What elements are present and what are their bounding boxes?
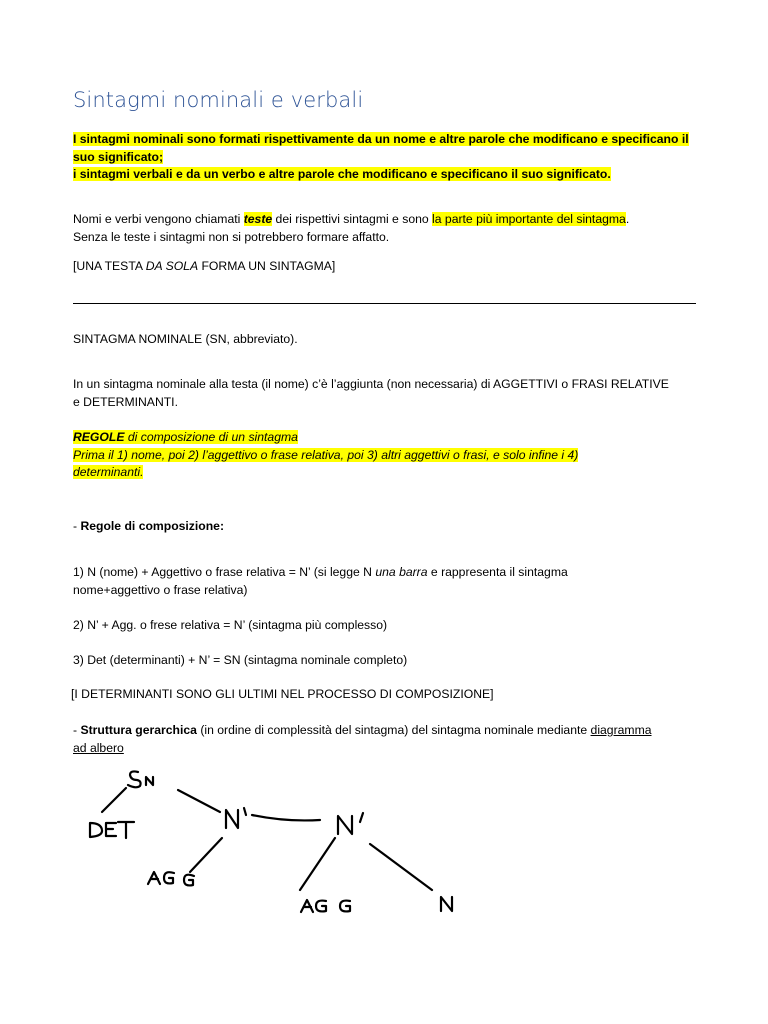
text-run: FORMA UN SINTAGMA]	[198, 259, 336, 273]
rules-paragraph	[73, 429, 703, 482]
edge-nbar-agg	[190, 838, 222, 872]
intro-paragraph-1	[73, 131, 703, 184]
intro-p2-line-2: Senza le teste i sintagmi non si potrebbero formare affatto.	[73, 229, 390, 244]
horizontal-rule	[73, 303, 696, 304]
label-n	[441, 897, 452, 911]
label-agg-left	[148, 872, 194, 885]
rules-line-2: Prima il 1) nome, poi 2) l’aggettivo o frase relativa, poi 3) altri aggettivi o frasi, e solo infine i 4)	[73, 447, 579, 462]
text-run: (in ordine di complessità del sintagma) del sintagma nominale mediante	[196, 723, 591, 737]
text-run: e rappresenta il sintagma	[427, 565, 568, 579]
teste-term: teste	[243, 212, 273, 226]
edge-nbar2-n	[370, 844, 432, 890]
intro-line-3: i sintagmi verbali e da un verbo e altre parole che modificano e specificano il suo significato.	[73, 167, 611, 181]
text-run: e DETERMINANTI.	[73, 394, 178, 409]
text-run: REGOLE	[73, 430, 125, 444]
sn-description	[73, 376, 703, 411]
label-nbar2	[338, 813, 363, 834]
edge-sn-det	[102, 788, 126, 812]
text-run: Regole di composizione:	[80, 519, 225, 533]
rule-2: 2) N’ + Agg. o frese relativa = N’ (sintagma più complesso)	[73, 618, 388, 632]
intro-line-2: suo significato;	[73, 149, 164, 164]
intro-paragraph-2	[73, 211, 703, 246]
text-run: -	[73, 519, 81, 533]
diagram-link-1: diagramma	[590, 723, 652, 737]
edge-sn-nbar	[178, 790, 220, 812]
rule-3: 3) Det (determinanti) + N’ = SN (sintagma nominale completo)	[73, 653, 408, 667]
testa-note	[73, 258, 703, 276]
sn-heading: SINTAGMA NOMINALE (SN, abbreviato).	[73, 332, 298, 346]
text-run: nome+aggettivo o frase relativa)	[73, 582, 248, 597]
text-run: [UNA TESTA	[73, 259, 146, 273]
text-run: di composizione di un sintagma	[124, 430, 298, 444]
text-run: 1) N (nome) + Aggettivo o frase relativa = N’ (si legge N	[73, 565, 376, 579]
text-run: In un sintagma nominale alla testa (il nome) c’è l’aggiunta (non necessaria) di AGGETTIVI o FRASI RELATIVE	[73, 377, 669, 391]
rules-title	[73, 430, 298, 444]
composition-heading	[73, 518, 703, 536]
intro-line-1: I sintagmi nominali sono formati rispettivamente da un nome e altre parole che modificano e specificano il	[73, 132, 689, 146]
tree-diagram	[60, 760, 500, 925]
text-run: una barra	[375, 565, 428, 579]
text-run: Struttura gerarchica	[80, 723, 197, 737]
label-sn	[128, 771, 153, 787]
highlight-important: la parte più importante del sintagma	[432, 212, 626, 226]
label-agg-right	[301, 900, 350, 912]
diagram-link-2: ad albero	[73, 740, 124, 755]
label-det	[90, 822, 134, 838]
text-run: DA SOLA	[145, 259, 199, 273]
edge-nbar-nbar2	[252, 815, 320, 820]
text-run: dei rispettivi sintagmi e sono	[272, 212, 433, 226]
label-nbar	[226, 808, 246, 828]
rule-1	[73, 564, 703, 599]
tree-labels	[90, 771, 452, 912]
text-run: Nomi e verbi vengono chiamati	[73, 212, 244, 226]
text-run: .	[625, 212, 630, 226]
determinanti-note: [I DETERMINANTI SONO GLI ULTIMI NEL PROCESSO DI COMPOSIZIONE]	[71, 687, 494, 701]
edge-nbar2-agg	[300, 838, 335, 890]
rules-line-3: determinanti.	[73, 465, 144, 479]
text-run: -	[73, 723, 81, 737]
page-title: Sintagmi nominali e verbali	[73, 88, 364, 112]
structure-paragraph	[73, 722, 703, 757]
